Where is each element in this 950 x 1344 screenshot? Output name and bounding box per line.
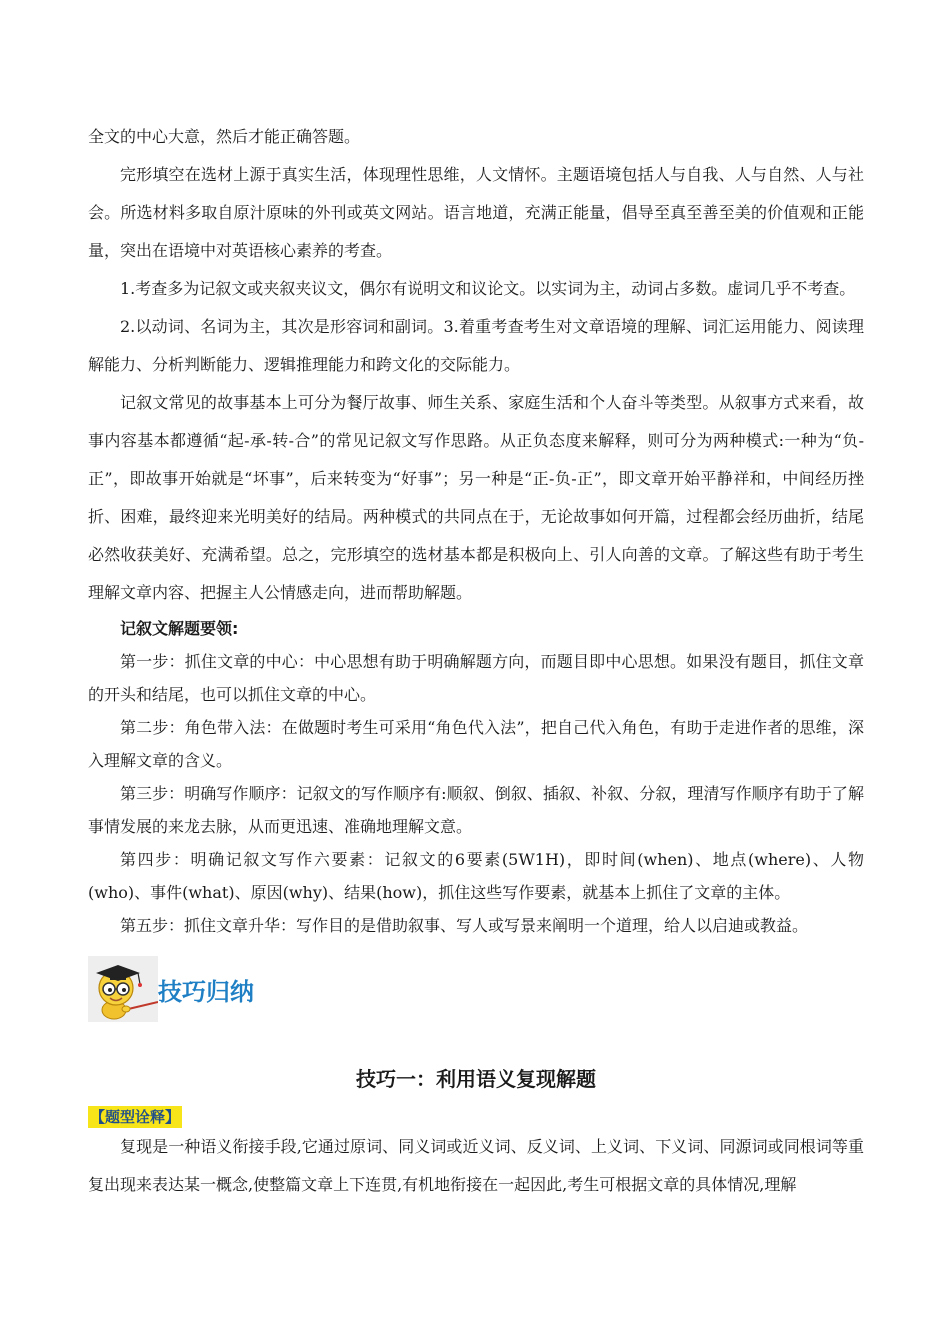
- step-3: 第三步：明确写作顺序：记叙文的写作顺序有:顺叙、倒叙、插叙、补叙、分叙，理清写作顺序有助于了解事情发展的来龙去脉，从而更迅速、准确地理解文意。: [88, 784, 864, 836]
- banner-title: 技巧归纳: [158, 977, 254, 1006]
- step-1: 第一步：抓住文章的中心：中心思想有助于明确解题方向，而题目即中心思想。如果没有题目，抓住文章的开头和结尾，也可以抓住文章的中心。: [88, 652, 864, 704]
- document-page: [88, 118, 864, 1204]
- scholar-mascot-icon: [88, 956, 158, 1022]
- step-2: 第二步：角色带入法：在做题时考生可采用“角色代入法”，把自己代入角色，有助于走进作者的思维，深入理解文章的含义。: [88, 718, 864, 770]
- paragraph-point-1: 1.考查多为记叙文或夹叙夹议文，偶尔有说明文和议论文。以实词为主，动词占多数。虚词几乎不考查。: [120, 279, 856, 298]
- paragraph-topic-context: 完形填空在选材上源于真实生活，体现理性思维，人文情怀。主题语境包括人与自我、人与自然、人与社会。所选材料多取自原汁原味的外刊或英文网站。语言地道，充满正能量，倡导至真至善至美的价值观和正能量，突出在语境中对英语核心素养的考查。: [88, 165, 864, 260]
- skill-summary-banner: [88, 954, 864, 1024]
- type-explanation-tag: 【题型诠释】: [90, 1108, 181, 1126]
- step-4: 第四步：明确记叙文写作六要素：记叙文的6要素(5W1H)，即时间(when)、地点(where)、人物(who)、事件(what)、原因(why)、结果(how)，抓住这些写作要素，就基本上抓住了文章的主体。: [88, 850, 864, 902]
- step-5: 第五步：抓住文章升华：写作目的是借助叙事、写人或写景来阐明一个道理，给人以启迪或教益。: [120, 916, 809, 935]
- section-title: 技巧一：利用语义复现解题: [356, 1067, 596, 1091]
- narrative-heading: 记叙文解题要领:: [120, 619, 239, 638]
- paragraph-repetition: 复现是一种语义衔接手段,它通过原词、同义词或近义词、反义词、上义词、下义词、同源词或同根词等重复出现来表达某一概念,使整篇文章上下连贯,有机地衔接在一起因此,考生可根据文章的具体情况,理解: [88, 1137, 864, 1194]
- paragraph-narrative-types: 记叙文常见的故事基本上可分为餐厅故事、师生关系、家庭生活和个人奋斗等类型。从叙事方式来看，故事内容基本都遵循“起-承-转-合”的常见记叙文写作思路。从正负态度来解释，则可分为两种模式:一种为“负-正”，即故事开始就是“坏事”，后来转变为“好事”；另一种是“正-负-正”，即文章开始平静祥和，中间经历挫折、困难，最终迎来光明美好的结局。两种模式的共同点在于，无论故事如何开篇，过程都会经历曲折，结尾必然收获美好、充满希望。总之，完形填空的选材基本都是积极向上、引人向善的文章。了解这些有助于考生理解文章内容、把握主人公情感走向，进而帮助解题。: [88, 393, 864, 602]
- paragraph-intro-end: 全文的中心大意，然后才能正确答题。: [88, 127, 361, 146]
- paragraph-point-2: 2.以动词、名词为主，其次是形容词和副词。3.着重考查考生对文章语境的理解、词汇运用能力、阅读理解能力、分析判断能力、逻辑推理能力和跨文化的交际能力。: [88, 317, 864, 374]
